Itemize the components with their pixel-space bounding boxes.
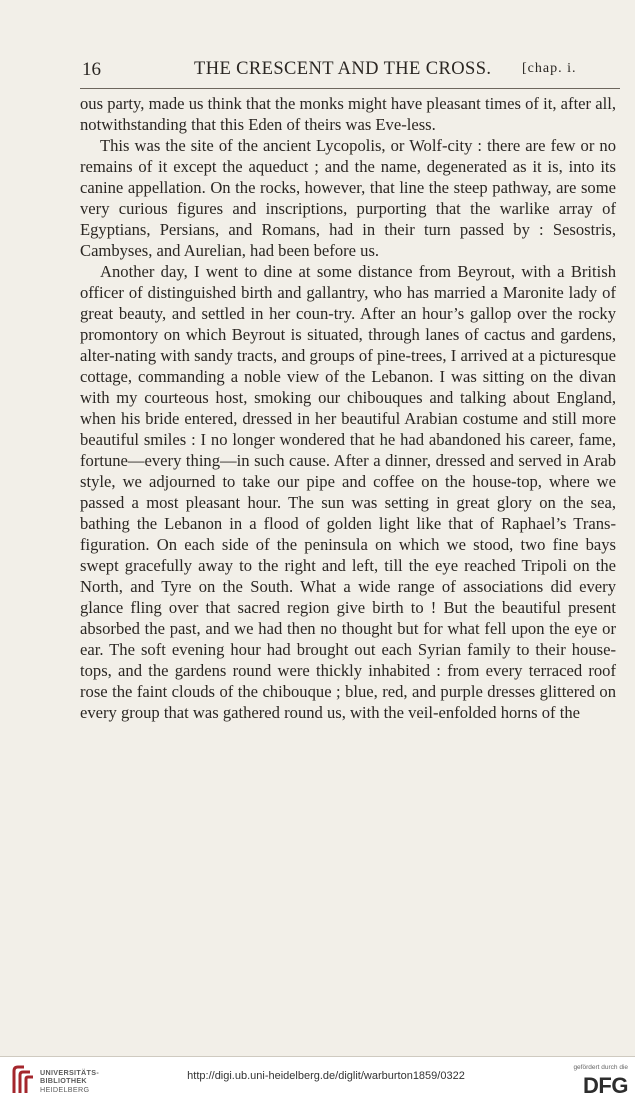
funding-note: gefördert durch die bbox=[573, 1064, 628, 1071]
running-title: THE CRESCENT AND THE CROSS. bbox=[194, 59, 492, 79]
dfg-logo-icon: DFG bbox=[583, 1073, 628, 1098]
university-library-logo-icon bbox=[10, 1065, 36, 1097]
library-name-line3: HEIDELBERG bbox=[40, 1084, 90, 1094]
library-name bbox=[40, 1069, 99, 1094]
paragraph-lycopolis: This was the site of the ancient Lycopolis, or Wolf-city : there are few or no remains of it except the aqueduct ; and the name, degenerated as it is, into its canine appellation. On the rocks, however, that line the steep pathway, are some very curious figures and inscriptions, purporting that the warlike array of Egyptians, Persians, and Romans, had in their turn passed by : Sesostris, Cambyses, and Aurelian, had been before us. bbox=[80, 136, 616, 260]
paragraph-dinner: Another day, I went to dine at some distance from Beyrout, with a British officer of distinguished birth and gallantry, who has married a Maronite lady of great beauty, and settled in her coun-try. After an hour’s gallop over the rocky promontory on which Beyrout is situated, through lanes of cactus and gardens, alter-nating with sandy tracts, and groups of pine-trees, I arrived at a picturesque cottage, commanding a noble view of the Lebanon. I was sitting on the divan with my courteous host, smoking our chibouques and talking about England, when his bride entered, dressed in her beautiful Arabian costume and still more beautiful smiles : I no longer wondered that he had abandoned his career, fame, fortune—every thing—in such cause. After a dinner, dressed and served in Arab style, we adjourned to take our pipe and coffee on the house-top, where we passed a most pleasant hour. The sun was setting in great glory on the sea, bathing the Lebanon in a flood of golden light like that of Raphael’s Trans-figuration. On each side of the peninsula on which we stood, two fine bays swept gracefully away to the right and left, till the eye reached Tripoli on the North, and Tyre on the South. What a wide range of associations did every glance fling over that sacred region give birth to ! But the beautiful present absorbed the past, and we had then no thought but for what fell upon the eye or ear. The soft evening hour had brought out each Syrian family to their house-tops, and the gardens round were thickly inhabited : from every terraced roof rose the faint clouds of the chibouque ; blue, red, and purple dresses glittered on every group that was gathered round us, with the veil-enfolded horns of the bbox=[80, 262, 616, 722]
header-rule bbox=[80, 88, 620, 89]
library-name-line1: UNIVERSITÄTS- bbox=[40, 1068, 100, 1077]
running-header bbox=[82, 57, 622, 83]
chapter-marker: [chap. i. bbox=[522, 61, 577, 76]
viewer-footer bbox=[0, 1056, 635, 1105]
page-number: 16 bbox=[82, 59, 101, 80]
page-body bbox=[80, 93, 616, 723]
library-name-line2: BIBLIOTHEK bbox=[40, 1076, 87, 1086]
paragraph-continuation: ous party, made us think that the monks might have pleasant times of it, after all, notwithstanding that this Eden of theirs was Eve-less. bbox=[80, 94, 616, 134]
permalink-url[interactable]: http://digi.ub.uni-heidelberg.de/diglit/warburton1859/0322 bbox=[187, 1070, 465, 1082]
